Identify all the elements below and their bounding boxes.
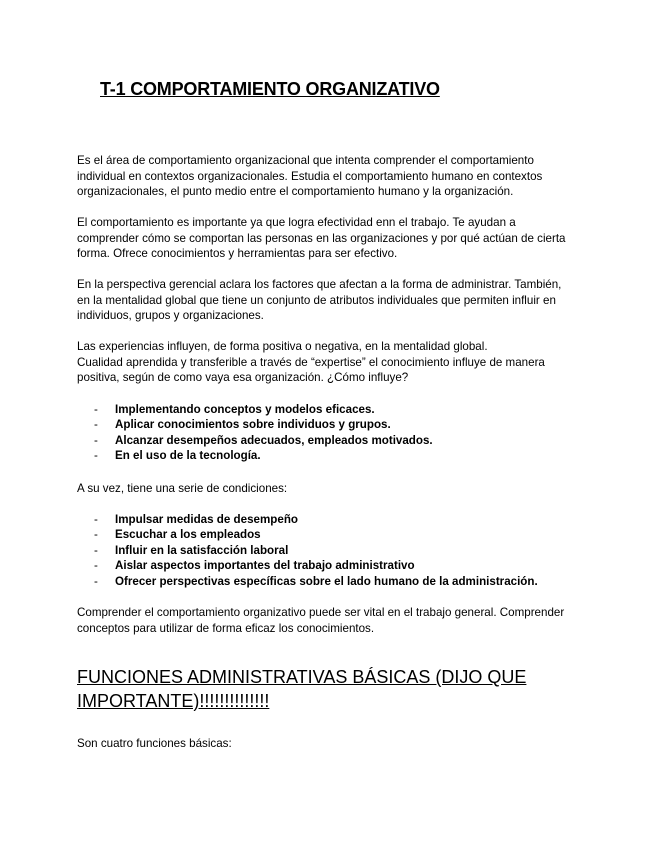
paragraph-experiences-line1: Las experiencias influyen, de forma positiva o negativa, en la mentalidad global. — [77, 340, 488, 353]
list-item-text: Influir en la satisfacción laboral — [115, 543, 289, 557]
bullet-dash: - — [94, 403, 98, 416]
list-item-text: Aplicar conocimientos sobre individuos y grupos. — [115, 418, 391, 432]
list-item — [77, 417, 577, 432]
list-item — [77, 574, 577, 589]
paragraph-importance: El comportamiento es importante ya que logra efectividad enn el trabajo. Te ayudan a comprender cómo se comportan las personas en las organizaciones y por qué actúan de cierta forma. Ofrece conocimientos y herramientas para ser efectivo. — [77, 216, 566, 260]
list-item-text: Implementando conceptos y modelos eficaces. — [115, 403, 375, 416]
bullet-dash: - — [94, 418, 98, 432]
list-item-text: Alcanzar desempeños adecuados, empleados motivados. — [115, 433, 433, 447]
section-heading: FUNCIONES ADMINISTRATIVAS BÁSICAS (DIJO QUE IMPORTANTE)!!!!!!!!!!!!!! — [77, 667, 527, 711]
bullet-dash: - — [94, 574, 98, 588]
bullet-dash: - — [94, 528, 98, 542]
list-item — [77, 527, 577, 542]
list-item — [77, 433, 577, 448]
paragraph-definition: Es el área de comportamiento organizacional que intenta comprender el comportamiento individual en contextos organizacionales. Estudia el comportamiento humano en contextos organizacionales, el punto medio entre el comportamiento humano y la organización. — [77, 154, 543, 198]
list-item-text: Escuchar a los empleados — [115, 528, 261, 542]
bullet-dash: - — [94, 513, 98, 526]
paragraph-experiences-line2: Cualidad aprendida y transferible a través de “expertise” el conocimiento influye de manera positiva, según de como vaya esa organización. ¿Cómo influye? — [77, 355, 545, 384]
list-item-text: En el uso de la tecnología. — [115, 449, 261, 463]
influence-list — [77, 402, 577, 464]
bullet-dash: - — [94, 433, 98, 447]
list-item — [77, 448, 577, 463]
list-item-text: Aislar aspectos importantes del trabajo administrativo — [115, 559, 415, 573]
bullet-dash: - — [94, 449, 98, 463]
list-item-text: Impulsar medidas de desempeño — [115, 513, 298, 526]
paragraph-conclusion: Comprender el comportamiento organizativo puede ser vital en el trabajo general. Comprender conceptos para utilizar de forma eficaz los conocimientos. — [77, 606, 565, 635]
list-item — [77, 558, 577, 573]
list-item — [77, 543, 577, 558]
paragraph-conditions-intro: A su vez, tiene una serie de condiciones: — [77, 482, 288, 495]
bullet-dash: - — [94, 559, 98, 573]
paragraph-experiences — [77, 339, 567, 386]
bullet-dash: - — [94, 543, 98, 557]
paragraph-functions-intro: Son cuatro funciones básicas: — [77, 737, 232, 750]
conditions-list — [77, 512, 577, 589]
paragraph-perspective: En la perspectiva gerencial aclara los factores que afectan a la forma de administrar. También, en la mentalidad global que tiene un conjunto de atributos individuales que permiten influir en individuos, grupos y organizaciones. — [77, 278, 562, 322]
list-item — [77, 512, 577, 527]
list-item — [77, 402, 577, 417]
document-title: T-1 COMPORTAMIENTO ORGANIZATIVO — [100, 79, 440, 99]
list-item-text: Ofrecer perspectivas específicas sobre el lado humano de la administración. — [115, 574, 538, 588]
